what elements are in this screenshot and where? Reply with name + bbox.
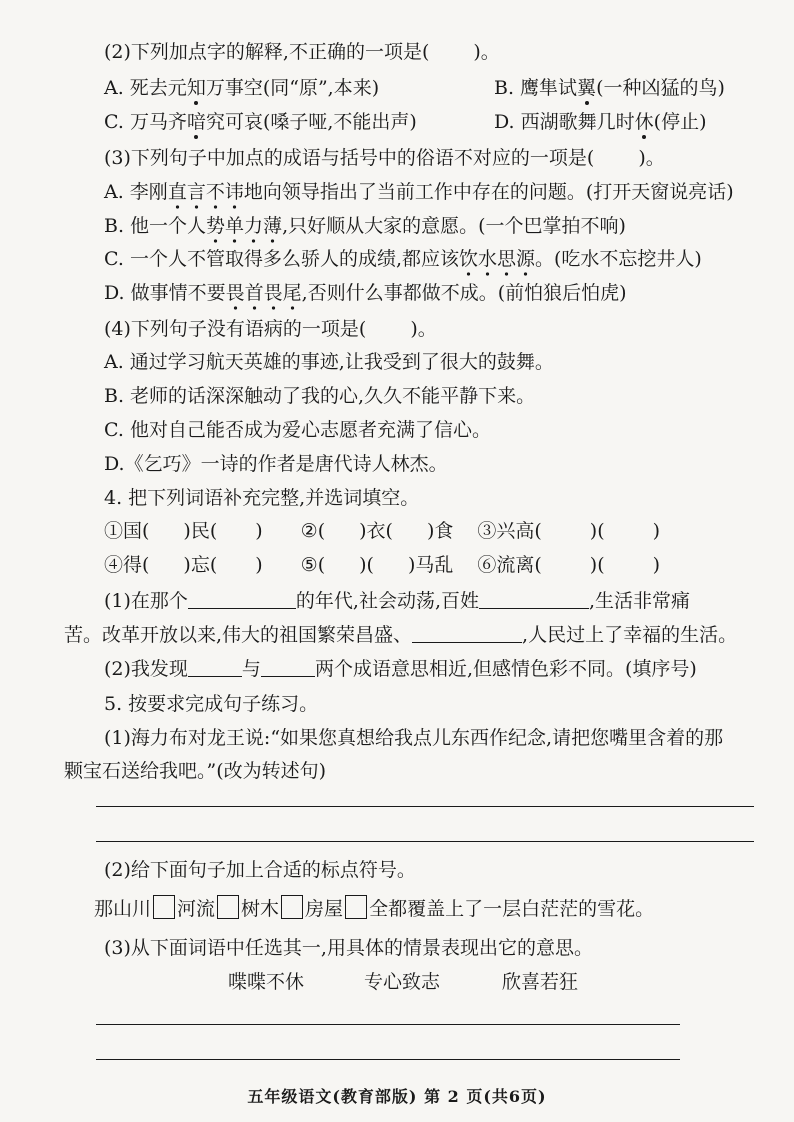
blank-4[interactable]: [188, 675, 242, 677]
punct-box-4[interactable]: [345, 895, 367, 919]
answer-line-1[interactable]: [96, 806, 754, 807]
punctuation-sentence: 那山川 河流 树木 房屋 全都覆盖上了一层白茫茫的雪花。: [94, 895, 654, 921]
q4-option-a[interactable]: A. 通过学习航天英雄的事迹,让我受到了很大的鼓舞。: [104, 351, 554, 373]
section5-title: 5. 按要求完成句子练习。: [104, 693, 319, 715]
punct-box-2[interactable]: [217, 895, 239, 919]
answer-line-2[interactable]: [96, 841, 754, 842]
q3-option-a[interactable]: A. 李刚直言不讳地向领导指出了当前工作中存在的问题。(打开天窗说亮话): [104, 181, 734, 203]
blank-3[interactable]: [412, 641, 522, 643]
q2-option-b[interactable]: B. 鹰隼试翼(一种凶猛的鸟): [494, 77, 725, 99]
fill-sentence-1-cont: 苦。改革开放以来,伟大的祖国繁荣昌盛、 ,人民过上了幸福的生活。: [64, 624, 738, 646]
q4-stem: (4)下列句子没有语病的一项是( )。: [104, 318, 437, 340]
q3-option-b[interactable]: B. 他一个人势单力薄,只好顺从大家的意愿。(一个巴掌拍不响): [104, 215, 626, 237]
s5-q3-stem: (3)从下面词语中任选其一,用具体的情景表现出它的意思。: [104, 937, 593, 959]
idiom-row-1: ①国( )民( ) ②( )衣( )食 ③兴高( )( ): [104, 520, 661, 542]
fill-sentence-1: (1)在那个 的年代,社会动荡,百姓 ,生活非常痛: [104, 590, 691, 612]
punct-box-1[interactable]: [153, 895, 175, 919]
q2-stem: (2)下列加点字的解释,不正确的一项是( )。: [104, 41, 500, 63]
answer-line-3[interactable]: [96, 1024, 680, 1025]
q3-option-c[interactable]: C. 一个人不管取得多么骄人的成绩,都应该饮水思源。(吃水不忘挖井人): [104, 248, 702, 270]
answer-line-4[interactable]: [96, 1059, 680, 1060]
s5-q1-line1: (1)海力布对龙王说:“如果您真想给我点儿东西作纪念,请把您嘴里含着的那: [104, 727, 724, 749]
section4-title: 4. 把下列词语补充完整,并选词填空。: [104, 487, 420, 509]
q2-option-c[interactable]: C. 万马齐喑究可哀(嗓子哑,不能出声): [104, 111, 417, 133]
idiom-row-2: ④得( )忘( ) ⑤( )( )马乱 ⑥流离( )( ): [104, 554, 661, 576]
word-option-1: 喋喋不休: [228, 971, 305, 993]
word-option-3: 欣喜若狂: [502, 971, 579, 993]
q2-option-d[interactable]: D. 西湖歌舞几时休(停止): [494, 111, 707, 133]
q4-option-d[interactable]: D.《乞巧》一诗的作者是唐代诗人林杰。: [104, 453, 448, 475]
blank-5[interactable]: [261, 675, 315, 677]
page-footer: 五年级语文(教育部版) 第 2 页(共6页): [247, 1087, 547, 1106]
word-option-2: 专心致志: [364, 971, 441, 993]
s5-q1-line2: 颗宝石送给我吧。”(改为转述句): [64, 760, 327, 782]
q3-option-d[interactable]: D. 做事情不要畏首畏尾,否则什么事都做不成。(前怕狼后怕虎): [104, 282, 627, 304]
q2-option-a[interactable]: A. 死去元知万事空(同“原”,本来): [104, 77, 380, 99]
blank-1[interactable]: [188, 607, 296, 609]
q4-option-c[interactable]: C. 他对自己能否成为爱心志愿者充满了信心。: [104, 419, 491, 441]
punct-box-3[interactable]: [281, 895, 303, 919]
s5-q2-stem: (2)给下面句子加上合适的标点符号。: [104, 859, 416, 881]
q4-option-b[interactable]: B. 老师的话深深触动了我的心,久久不能平静下来。: [104, 385, 536, 407]
blank-2[interactable]: [479, 607, 589, 609]
fill-sentence-2: (2)我发现 与 两个成语意思相近,但感情色彩不同。(填序号): [104, 658, 697, 680]
q3-stem: (3)下列句子中加点的成语与括号中的俗语不对应的一项是( )。: [104, 147, 665, 169]
